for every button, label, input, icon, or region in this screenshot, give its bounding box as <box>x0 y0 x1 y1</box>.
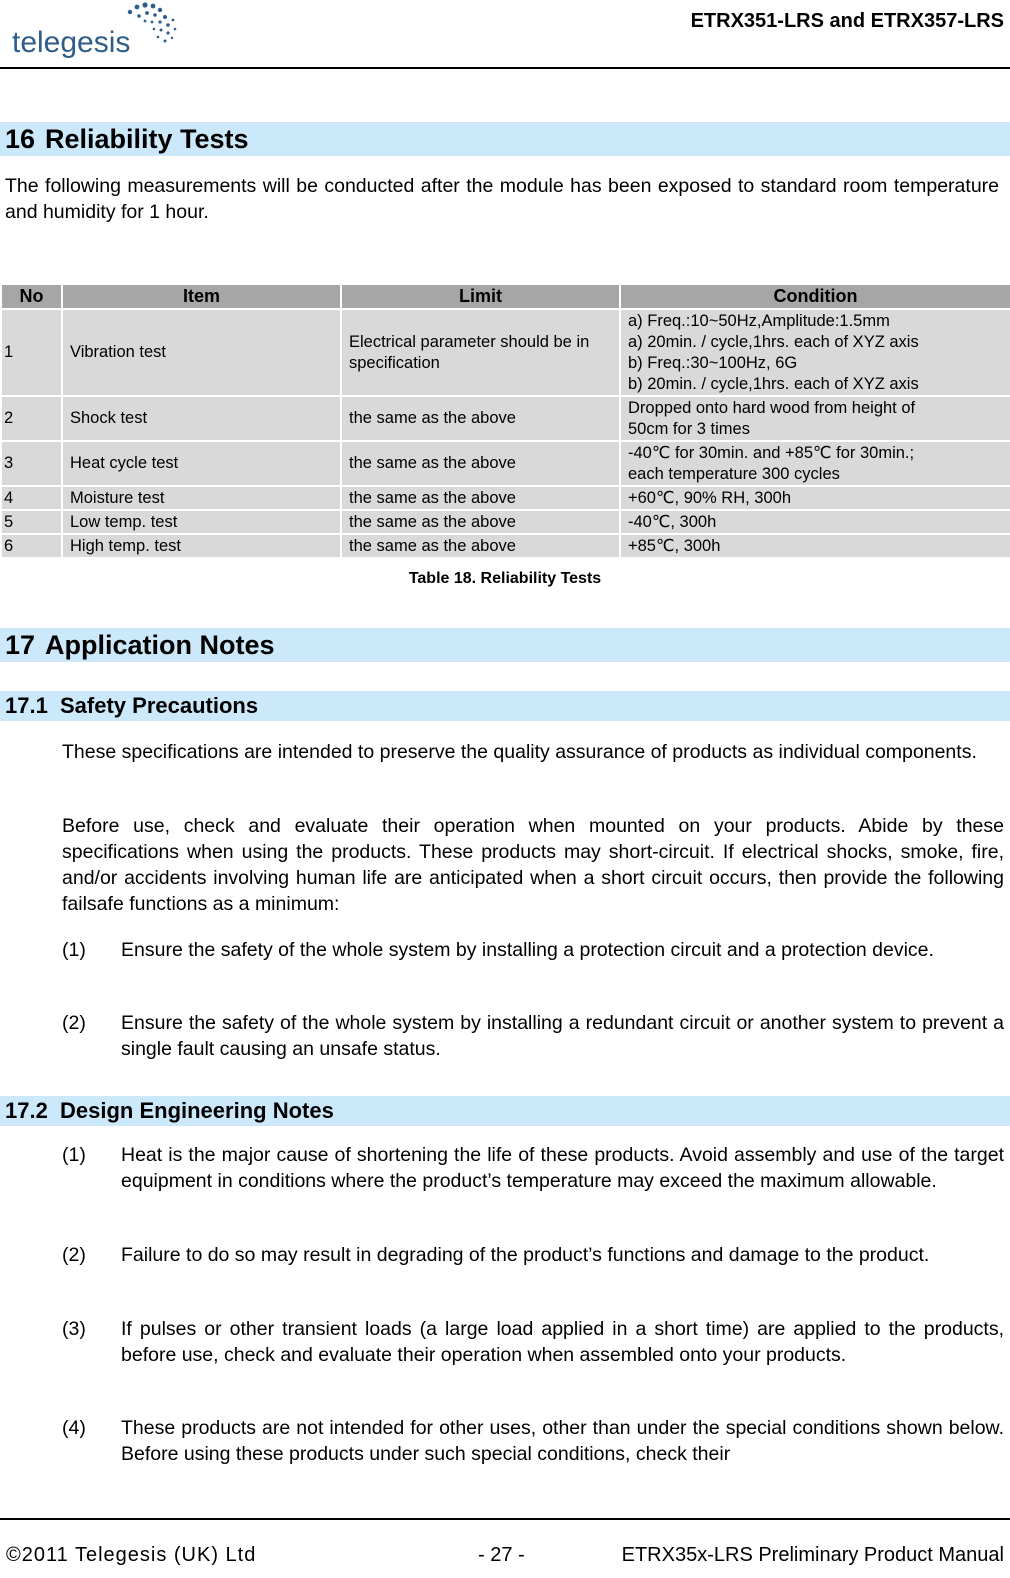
table-header-row <box>1 284 1010 309</box>
cell-condition: -40℃, 300h <box>620 510 1010 534</box>
section-17-heading <box>0 628 1010 662</box>
subsection-17-2-heading <box>0 1096 1010 1126</box>
cell-limit: Electrical parameter should be in specification <box>341 309 620 396</box>
condition-line: -40℃ for 30min. and +85℃ for 30min.; <box>628 443 915 462</box>
cell-condition <box>620 441 1010 486</box>
subsection-number: 17.2 <box>5 1098 48 1123</box>
cell-condition <box>620 309 1010 396</box>
page-number: - 27 - <box>478 1544 525 1566</box>
cell-limit: the same as the above <box>341 510 620 534</box>
safety-paragraph-1: These specifications are intended to preserve the quality assurance of products as individual components. <box>62 741 977 763</box>
document-title: ETRX351-LRS and ETRX357-LRS <box>690 10 1004 32</box>
footer-document-name: ETRX35x-LRS Preliminary Product Manual <box>621 1544 1004 1566</box>
condition-line: each temperature 300 cycles <box>628 464 840 483</box>
cell-item: Moisture test <box>62 486 341 510</box>
cell-no: 6 <box>1 534 62 558</box>
cell-item: Shock test <box>62 396 341 441</box>
footer-rule <box>0 1518 1010 1520</box>
telegesis-logo <box>8 0 178 64</box>
cell-no: 4 <box>1 486 62 510</box>
table-row <box>1 510 1010 534</box>
cell-no: 3 <box>1 441 62 486</box>
table-caption: Table 18. Reliability Tests <box>408 570 602 587</box>
svg-text:telegesis: telegesis <box>12 26 131 59</box>
cell-no: 1 <box>1 309 62 396</box>
condition-line: a) 20min. / cycle,1hrs. each of XYZ axis <box>628 332 919 351</box>
table-row <box>1 486 1010 510</box>
section-16-heading <box>0 122 1010 156</box>
table-row <box>1 441 1010 486</box>
cell-condition: +60℃, 90% RH, 300h <box>620 486 1010 510</box>
list-number: (2) <box>62 1244 86 1266</box>
section-number: 17 <box>5 630 36 660</box>
reliability-table <box>0 283 1010 559</box>
subsection-number: 17.1 <box>5 693 48 718</box>
list-text: Heat is the major cause of shortening the life of these products. Avoid assembly and use of the target equipment in conditions where the product’s temperature may exceed the maximum allowable. <box>121 1144 1004 1192</box>
table-row <box>1 534 1010 558</box>
list-item <box>62 1142 1004 1194</box>
list-number: (4) <box>62 1417 86 1439</box>
section-16-intro: The following measurements will be conducted after the module has been exposed to standard room temperature and humidity for 1 hour. <box>5 175 999 223</box>
condition-line: 50cm for 3 times <box>628 419 750 438</box>
safety-paragraph-2: Before use, check and evaluate their operation when mounted on your products. Abide by these specifications when using the products. These products may short-circuit. If electrical shocks, smoke, fire, and/or accidents involving human life are anticipated when a short circuit occurs, then provide the following failsafe functions as a minimum: <box>62 815 1004 915</box>
condition-line: a) Freq.:10~50Hz,Amplitude:1.5mm <box>628 311 890 330</box>
table-row <box>1 309 1010 396</box>
cell-condition <box>620 396 1010 441</box>
column-header: Limit <box>341 284 620 309</box>
list-text: If pulses or other transient loads (a large load applied in a short time) are applied to the products, before use, check and evaluate their operation when assembled onto your products. <box>121 1318 1004 1366</box>
list-number: (1) <box>62 1144 86 1166</box>
list-text: Ensure the safety of the whole system by installing a redundant circuit or another system to prevent a single fault causing an unsafe status. <box>121 1012 1004 1060</box>
column-header: Condition <box>620 284 1010 309</box>
list-item <box>62 1010 1004 1062</box>
cell-item: High temp. test <box>62 534 341 558</box>
section-number: 16 <box>5 124 36 154</box>
cell-condition: +85℃, 300h <box>620 534 1010 558</box>
header-rule <box>0 67 1010 69</box>
column-header: Item <box>62 284 341 309</box>
cell-limit: the same as the above <box>341 396 620 441</box>
list-item <box>62 937 1004 963</box>
list-number: (2) <box>62 1012 86 1034</box>
column-header: No <box>1 284 62 309</box>
list-text: Failure to do so may result in degrading of the product’s functions and damage to the product. <box>121 1244 930 1266</box>
cell-item: Low temp. test <box>62 510 341 534</box>
cell-no: 2 <box>1 396 62 441</box>
list-text: These products are not intended for other uses, other than under the special conditions shown below. Before using these products under such special conditions, check their <box>121 1417 1004 1465</box>
cell-limit: the same as the above <box>341 534 620 558</box>
list-text: Ensure the safety of the whole system by installing a protection circuit and a protection device. <box>121 939 934 961</box>
condition-line: Dropped onto hard wood from height of <box>628 398 916 417</box>
footer-copyright: ©2011 Telegesis (UK) Ltd <box>6 1544 257 1566</box>
cell-no: 5 <box>1 510 62 534</box>
table-row <box>1 396 1010 441</box>
list-item <box>62 1316 1004 1368</box>
list-number: (1) <box>62 939 86 961</box>
subsection-title: Safety Precautions <box>60 693 259 718</box>
section-title: Reliability Tests <box>45 124 249 154</box>
subsection-17-1-heading <box>0 691 1010 721</box>
cell-limit: the same as the above <box>341 486 620 510</box>
subsection-title: Design Engineering Notes <box>60 1098 334 1123</box>
list-item <box>62 1242 1004 1268</box>
cell-limit: the same as the above <box>341 441 620 486</box>
list-number: (3) <box>62 1318 86 1340</box>
condition-line: b) Freq.:30~100Hz, 6G <box>628 353 798 372</box>
cell-item: Vibration test <box>62 309 341 396</box>
list-item <box>62 1415 1004 1467</box>
cell-item: Heat cycle test <box>62 441 341 486</box>
condition-line: b) 20min. / cycle,1hrs. each of XYZ axis <box>628 374 919 393</box>
section-title: Application Notes <box>45 630 275 660</box>
